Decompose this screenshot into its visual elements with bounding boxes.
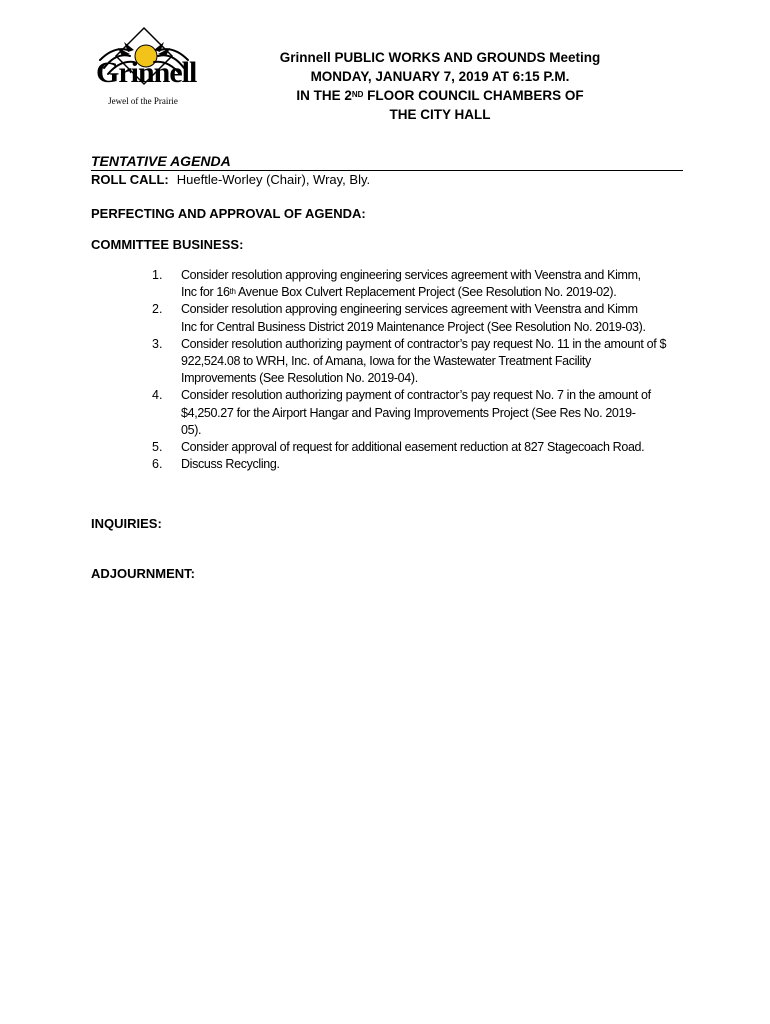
- roll-call: [91, 172, 370, 187]
- item-line: $4,250.27 for the Airport Hangar and Paving Improvements Project (See Res No. 2019-: [181, 405, 636, 420]
- item-line: Consider resolution authorizing payment of contractor’s pay request No. 11 in the amount of $: [181, 336, 667, 351]
- agenda-title: TENTATIVE AGENDA: [91, 153, 231, 169]
- committee-items-list: [152, 267, 692, 473]
- header-line-4: THE CITY HALL: [389, 107, 491, 122]
- header-line-3-sup: ND: [351, 90, 364, 99]
- item-number: 5.: [152, 440, 163, 455]
- header-line-1: Grinnell PUBLIC WORKS AND GROUNDS Meeting: [279, 50, 601, 65]
- section-adjournment: ADJOURNMENT:: [91, 566, 195, 581]
- item-line-pre: Inc for 16: [181, 285, 230, 300]
- item-line: Improvements (See Resolution No. 2019-04).: [181, 371, 418, 386]
- roll-call-value: Hueftle-Worley (Chair), Wray, Bly.: [176, 172, 371, 187]
- list-item: [152, 387, 692, 439]
- header-line-3: [230, 86, 650, 105]
- item-number: 1.: [152, 268, 163, 282]
- item-number: 3.: [152, 336, 163, 351]
- list-item: [152, 301, 692, 335]
- logo-tagline: Jewel of the Prairie: [108, 96, 178, 106]
- item-line: 05).: [181, 422, 202, 437]
- item-line-sup: th: [229, 287, 236, 297]
- logo-wordmark: Grinnell: [96, 56, 197, 89]
- list-item: [152, 336, 692, 388]
- item-line-post: Avenue Box Culvert Replacement Project (See Resolution No. 2019-02).: [235, 285, 617, 300]
- meeting-header: [230, 48, 650, 124]
- item-number: 6.: [152, 457, 163, 472]
- item-line: [181, 284, 692, 301]
- item-line: Discuss Recycling.: [181, 457, 280, 472]
- section-committee: COMMITTEE BUSINESS:: [91, 237, 244, 252]
- item-line: Consider resolution approving engineering services agreement with Veenstra and Kimm,: [181, 268, 641, 282]
- section-perfecting: PERFECTING AND APPROVAL OF AGENDA:: [91, 206, 366, 221]
- roll-call-label: ROLL CALL:: [91, 172, 169, 187]
- title-rule: [91, 170, 683, 171]
- list-item: [152, 439, 692, 456]
- list-item: [152, 456, 692, 473]
- item-number: 4.: [152, 388, 163, 403]
- header-line-3-pre: IN THE 2: [296, 88, 352, 103]
- item-line: Consider approval of request for additional easement reduction at 827 Stagecoach Road.: [181, 440, 645, 455]
- item-line: Consider resolution approving engineering services agreement with Veenstra and Kimm: [181, 302, 638, 317]
- header-line-2: MONDAY, JANUARY 7, 2019 AT 6:15 P.M.: [310, 69, 570, 84]
- item-line: 922,524.08 to WRH, Inc. of Amana, Iowa for the Wastewater Treatment Facility: [181, 354, 591, 369]
- item-line: Inc for Central Business District 2019 Maintenance Project (See Resolution No. 2019-03).: [181, 319, 646, 334]
- item-number: 2.: [152, 302, 163, 317]
- section-inquiries: INQUIRIES:: [91, 516, 162, 531]
- list-item: [152, 267, 692, 301]
- header-line-3-post: FLOOR COUNCIL CHAMBERS OF: [363, 88, 584, 103]
- item-line: Consider resolution authorizing payment of contractor’s pay request No. 7 in the amount of: [181, 388, 651, 403]
